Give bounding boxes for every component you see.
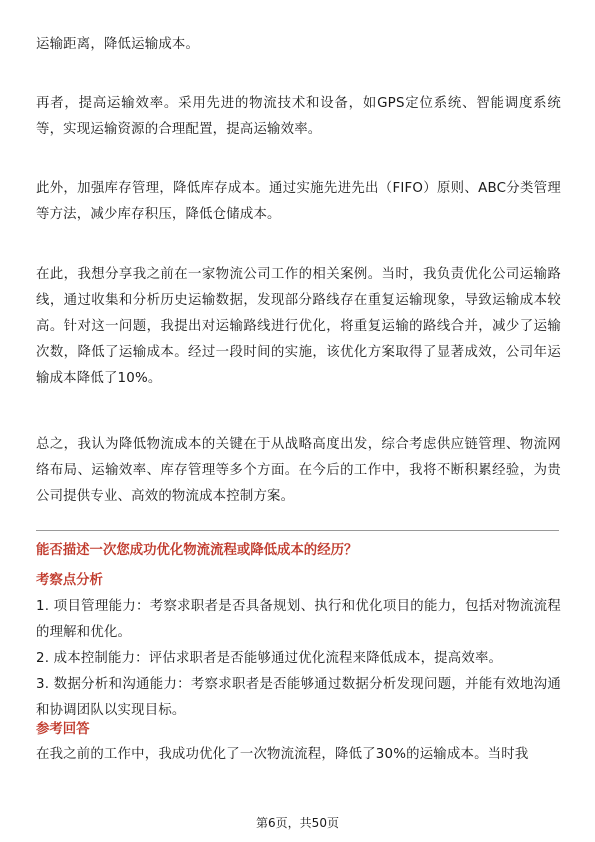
- analysis-item: 2. 成本控制能力：评估求职者是否能够通过优化流程来降低成本，提高效率。: [36, 651, 503, 666]
- body-paragraph: 总之，我认为降低物流成本的关键在于从战略高度出发，综合考虑供应链管理、物流网络布局、运输效率、库存管理等多个方面。在今后的工作中，我将不断积累经验，为贵公司提供专业、高效的物流成本控制方案。: [36, 437, 561, 504]
- body-paragraph: 此外，加强库存管理，降低库存成本。通过实施先进先出（FIFO）原则、ABC分类管理等方法，减少库存积压，降低仓储成本。: [36, 181, 561, 222]
- analysis-list: [36, 594, 561, 724]
- analysis-item: 1. 项目管理能力：考察求职者是否具备规划、执行和优化项目的能力，包括对物流流程的理解和优化。: [36, 599, 561, 640]
- section-divider: [36, 530, 559, 531]
- body-paragraph: 运输距离，降低运输成本。: [36, 37, 200, 52]
- analysis-heading: 考察点分析: [36, 573, 103, 588]
- body-paragraph: 再者，提高运输效率。采用先进的物流技术和设备，如GPS定位系统、智能调度系统等，实现运输资源的合理配置，提高运输效率。: [36, 96, 561, 137]
- answer-heading: 参考回答: [36, 722, 90, 737]
- page-indicator: 第6页，共50页: [256, 816, 339, 830]
- analysis-item: 3. 数据分析和沟通能力：考察求职者是否能够通过数据分析发现问题，并能有效地沟通和协调团队以实现目标。: [36, 677, 561, 718]
- answer-paragraph: 在我之前的工作中，我成功优化了一次物流流程，降低了30%的运输成本。当时我: [36, 747, 529, 762]
- question-title: 能否描述一次您成功优化物流流程或降低成本的经历？: [36, 543, 358, 558]
- body-paragraph: 在此，我想分享我之前在一家物流公司工作的相关案例。当时，我负责优化公司运输路线，通过收集和分析历史运输数据，发现部分路线存在重复运输现象，导致运输成本较高。针对这一问题，我提出对运输路线进行优化，将重复运输的路线合并，减少了运输次数，降低了运输成本。经过一段时间的实施，该优化方案取得了显著成效，公司年运输成本降低了10%。: [36, 267, 561, 386]
